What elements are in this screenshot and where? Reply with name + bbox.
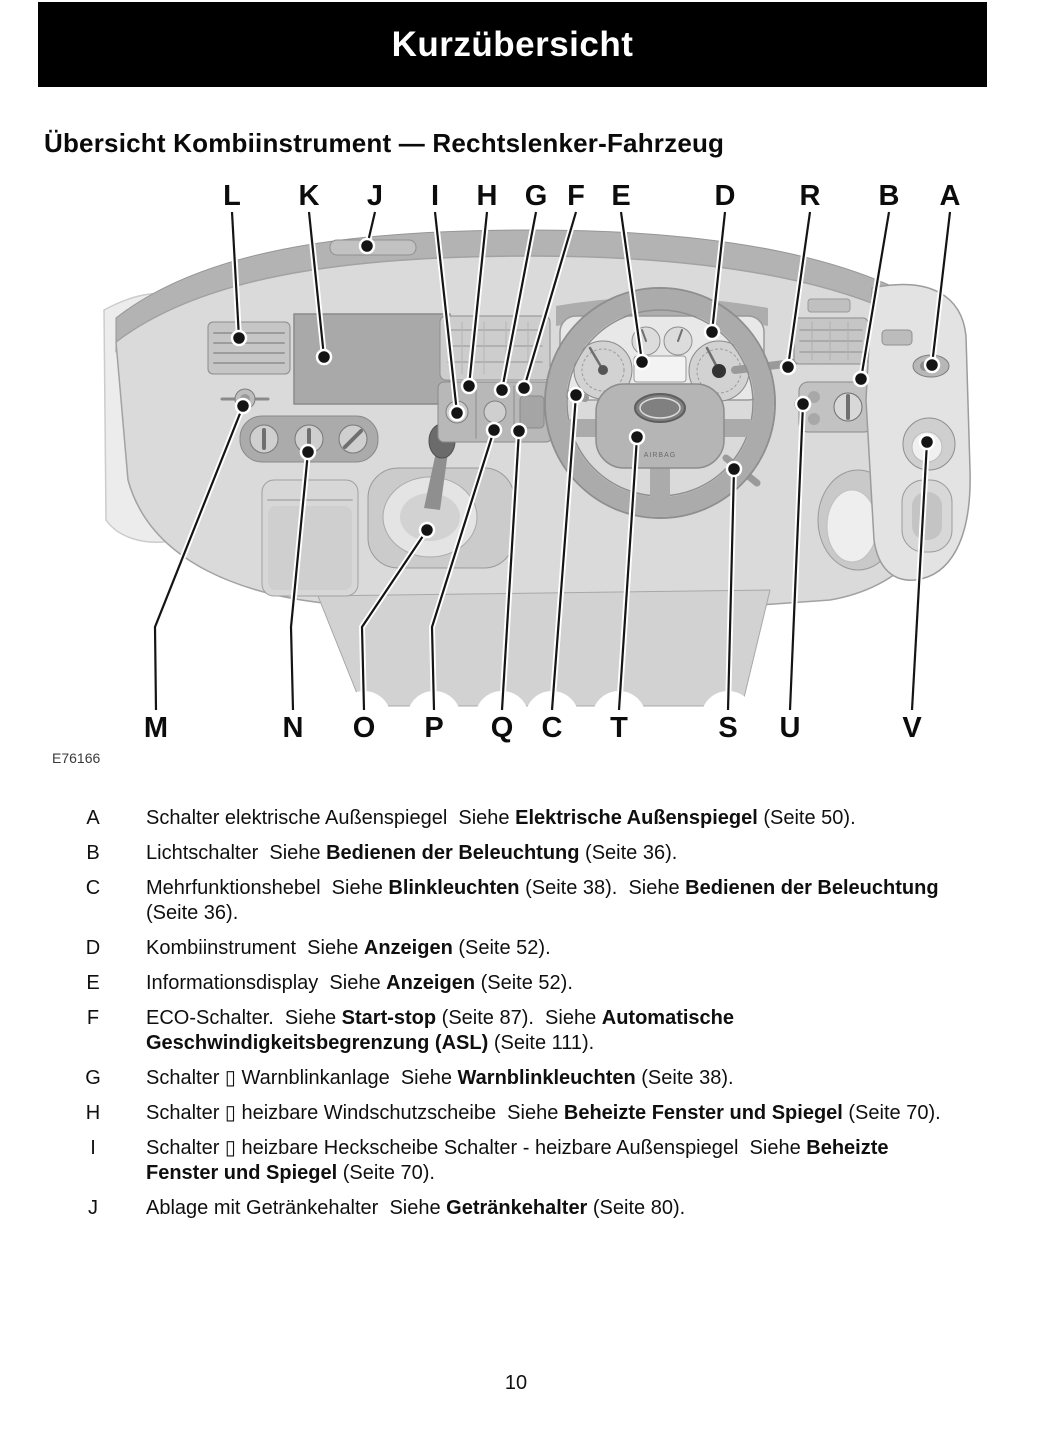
legend-text-B: Lichtschalter Siehe Bedienen der Beleuchtung (Seite 36). [146, 842, 678, 864]
window-switch [882, 330, 912, 345]
callout-letter-N: N [282, 712, 304, 744]
center-console [318, 590, 770, 706]
callout-dot-I [450, 406, 464, 420]
callout-dot-B [854, 372, 868, 386]
legend-list [0, 806, 1010, 1231]
legend-text-F: ECO-Schalter. Siehe Start-stop (Seite 87). Siehe Automatische Geschwindigkeitsbegrenzung (ASL) (Seite 111). [146, 1007, 740, 1054]
legend-letter-B: B [86, 842, 100, 864]
legend-item-I [0, 1136, 1010, 1186]
page-number: 10 [504, 1372, 528, 1394]
legend-letter-J: J [88, 1197, 98, 1219]
callout-letter-B: B [878, 185, 900, 212]
callout-letter-J: J [366, 185, 384, 212]
figure-code: E76166 [52, 750, 101, 766]
callout-dot-C [569, 388, 583, 402]
legend-item-B [0, 841, 1010, 866]
legend-text-A: Schalter elektrische Außenspiegel Siehe Elektrische Außenspiegel (Seite 50). [146, 807, 856, 829]
section-heading: Übersicht Kombiinstrument — Rechtslenker-Fahrzeug [44, 128, 725, 158]
callout-letter-O: O [352, 712, 376, 744]
callout-letter-Q: Q [490, 712, 514, 744]
legend-item-F [0, 1006, 1010, 1056]
legend-letter-H: H [85, 1102, 101, 1124]
callout-dot-H [462, 379, 476, 393]
legend-item-E [0, 971, 1010, 996]
legend-letter-E: E [86, 972, 100, 994]
console-pocket [262, 480, 358, 596]
callout-dot-N [301, 445, 315, 459]
legend-letter-G: G [85, 1067, 101, 1089]
legend-letter-C: C [85, 877, 101, 899]
chapter-header-bar [38, 2, 987, 87]
legend-item-D [0, 936, 1010, 961]
legend-letter-A: A [86, 807, 100, 829]
callout-dot-A [925, 358, 939, 372]
legend-item-C [0, 876, 1010, 926]
callout-dot-O [420, 523, 434, 537]
callout-letter-V: V [902, 712, 922, 744]
callout-letter-I: I [430, 185, 440, 212]
callout-letter-D: D [714, 185, 736, 212]
callout-dot-D [705, 325, 719, 339]
legend-text-G: Schalter ▯ Warnblinkanlage Siehe Warnblinkleuchten (Seite 38). [146, 1067, 734, 1089]
legend-text-D: Kombiinstrument Siehe Anzeigen (Seite 52). [146, 937, 551, 959]
callout-letter-L: L [223, 185, 241, 212]
callout-letter-P: P [424, 712, 444, 744]
legend-letter-D: D [85, 937, 101, 959]
callout-letter-G: G [524, 185, 548, 212]
legend-item-G [0, 1066, 1010, 1091]
callout-letter-R: R [799, 185, 821, 212]
dashboard-diagram [0, 185, 1056, 745]
callout-dot-Q [512, 424, 526, 438]
airbag-label: AIRBAG [643, 452, 677, 459]
callout-dot-V [920, 435, 934, 449]
callout-dot-T [630, 430, 644, 444]
callout-letter-T: T [610, 712, 628, 744]
callout-letter-C: C [541, 712, 563, 744]
callout-dot-K [317, 350, 331, 364]
callout-dot-M [236, 399, 250, 413]
callout-dot-G [495, 383, 509, 397]
callout-letter-F: F [567, 185, 585, 212]
dashboard-artwork [104, 230, 970, 706]
callout-dot-F [517, 381, 531, 395]
callout-letter-K: K [298, 185, 320, 212]
door-panel [866, 285, 970, 581]
left-air-vent [208, 322, 290, 374]
legend-text-C: Mehrfunktionshebel Siehe Blinkleuchten (Seite 38). Siehe Bedienen der Beleuchtung (Seite 36). [146, 877, 945, 924]
legend-text-E: Informationsdisplay Siehe Anzeigen (Seite 52). [146, 972, 573, 994]
callout-letter-U: U [779, 712, 801, 744]
callout-scallops [129, 691, 939, 745]
callout-dot-P [487, 423, 501, 437]
legend-item-H [0, 1101, 1010, 1126]
legend-text-H: Schalter ▯ heizbare Windschutzscheibe Siehe Beheizte Fenster und Spiegel (Seite 70). [146, 1102, 941, 1124]
callout-dot-J [360, 239, 374, 253]
callout-dot-S [727, 462, 741, 476]
legend-letter-I: I [90, 1137, 96, 1159]
legend-item-A [0, 806, 1010, 831]
callout-letter-M: M [143, 712, 169, 744]
callout-letter-A: A [939, 185, 961, 212]
callout-letter-H: H [476, 185, 498, 212]
legend-item-J [0, 1196, 1010, 1221]
legend-letter-F: F [86, 1007, 100, 1029]
callout-letter-S: S [718, 712, 738, 744]
callout-letter-E: E [611, 185, 631, 212]
callout-dot-R [781, 360, 795, 374]
legend-text-I: Schalter ▯ heizbare Heckscheibe Schalter - heizbare Außenspiegel Siehe Beheizte Fenster und Spiegel (Seite 70). [146, 1137, 895, 1184]
callout-dot-U [796, 397, 810, 411]
callout-dot-E [635, 355, 649, 369]
legend-text-J: Ablage mit Getränkehalter Siehe Getränkehalter (Seite 80). [146, 1197, 686, 1219]
chapter-title: Kurzübersicht [391, 24, 634, 64]
callout-dot-L [232, 331, 246, 345]
